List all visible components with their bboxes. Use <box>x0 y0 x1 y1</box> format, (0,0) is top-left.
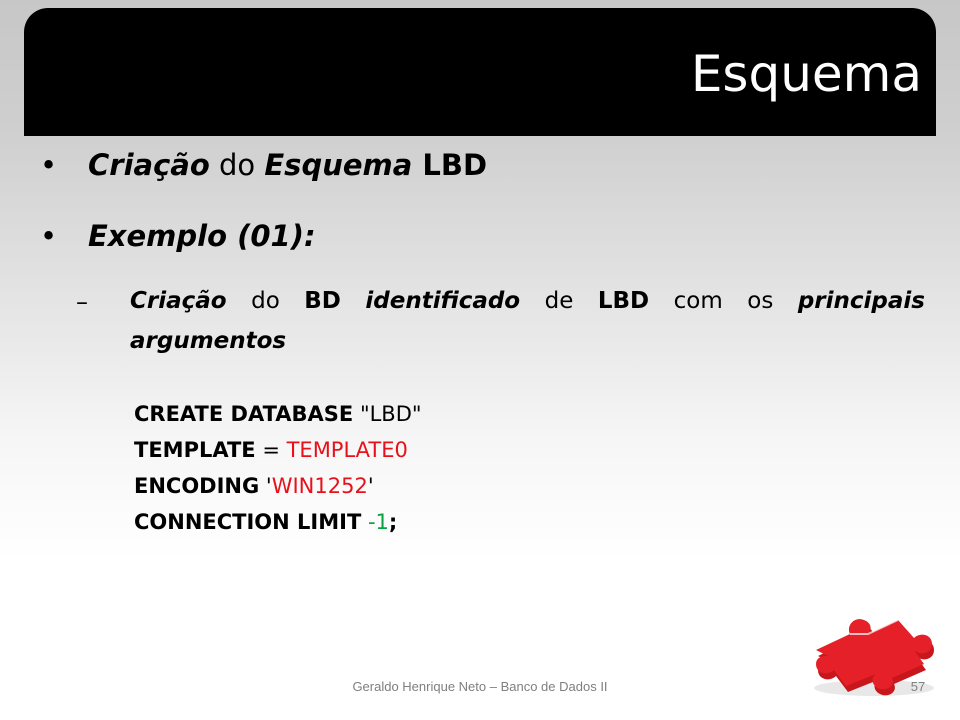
slide-title: Esquema <box>690 45 922 103</box>
bullet-1-criacao: Criação <box>88 148 210 182</box>
code-text: ' <box>259 474 272 498</box>
bullet-2 <box>88 219 316 253</box>
sub-word: principais <box>797 288 925 314</box>
code-value: TEMPLATE0 <box>286 438 408 462</box>
code-text: ; <box>388 510 398 534</box>
code-text: ' <box>367 474 374 498</box>
sql-code-block <box>134 396 422 540</box>
page-number: 57 <box>910 679 926 694</box>
bullet-1-do: do <box>209 148 265 182</box>
code-text <box>361 510 368 534</box>
bullet-dot: • <box>40 148 58 182</box>
sub-word: identificado <box>365 288 521 314</box>
code-value: -1 <box>367 510 389 534</box>
code-text: = <box>255 438 287 462</box>
bullet-1-esquema: Esquema <box>264 148 413 182</box>
code-value: WIN1252 <box>271 474 368 498</box>
sub-bullet-line-1 <box>130 288 925 314</box>
code-keyword: ENCODING <box>134 474 260 498</box>
code-keyword: TEMPLATE <box>134 438 256 462</box>
sub-word: LBD <box>597 288 650 314</box>
sub-word: BD <box>304 288 341 314</box>
bullet-1 <box>88 148 487 182</box>
code-line-4 <box>134 504 422 540</box>
code-keyword: CONNECTION LIMIT <box>134 510 362 534</box>
sub-word: os <box>747 288 774 314</box>
code-line-2 <box>134 432 422 468</box>
sub-bullet-dash: – <box>76 288 88 316</box>
sub-word: do <box>251 288 280 314</box>
code-line-1 <box>134 396 422 432</box>
sub-word: argumentos <box>130 328 287 354</box>
bullet-dot: • <box>40 219 58 253</box>
sub-word: com <box>673 288 723 314</box>
code-text: "LBD" <box>353 402 422 426</box>
bullet-2-text: Exemplo (01): <box>88 219 316 253</box>
code-keyword: CREATE DATABASE <box>134 402 354 426</box>
title-bar <box>24 8 936 136</box>
code-line-3 <box>134 468 422 504</box>
sub-bullet-line-2 <box>130 328 286 354</box>
sub-word: de <box>544 288 574 314</box>
bullet-1-lbd: LBD <box>412 148 488 182</box>
sub-word: Criação <box>130 288 227 314</box>
footer-text: Geraldo Henrique Neto – Banco de Dados II <box>352 679 608 694</box>
